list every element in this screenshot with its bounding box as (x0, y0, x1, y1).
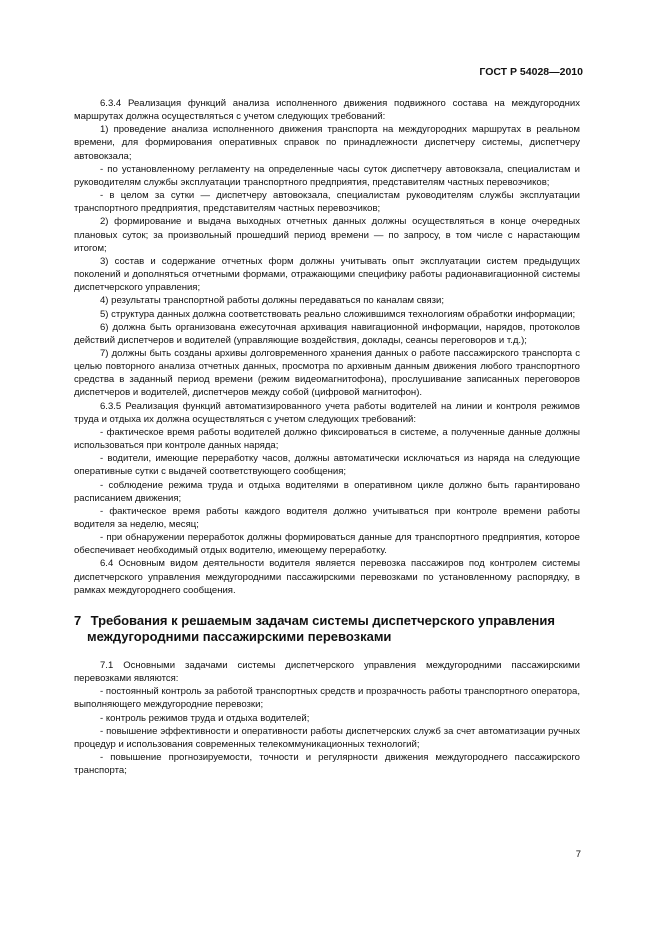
paragraph: - повышение прогнозируемости, точности и регулярности движения междугороднего пассажирского транспорта; (74, 752, 580, 777)
paragraph: 6) должна быть организована ежесуточная архивация навигационной информации, нарядов, протоколов действий диспетчеров и водителей (управляющие воздействия, доклады, сеансы переговоров и т.д.); (74, 321, 580, 346)
page-number: 7 (575, 849, 581, 860)
document-header: ГОСТ Р 54028—2010 (479, 66, 583, 78)
paragraph: - в целом за сутки — диспетчеру автовокзала, специалистам руководителям службы эксплуатации транспортного предприятия, представителям частных перевозчиков; (74, 190, 580, 215)
paragraph: - повышение эффективности и оперативности работы диспетчерских служб за счет автоматизации ручных процедур и использования современных телекоммуникационных технологий; (74, 725, 580, 750)
paragraph: 6.3.5 Реализация функций автоматизированного учета работы водителей на линии и контроля режимов труда и отдыха их должна осуществляться с учетом следующих требований: (74, 400, 580, 425)
section-title-line2: междугородними пассажирскими перевозками (87, 628, 392, 644)
document-body (74, 97, 580, 777)
section-heading (74, 613, 580, 645)
paragraph: - водители, имеющие переработку часов, должны автоматически исключаться из наряда на следующие оперативные сутки с выдачей соответствующего сообщения; (74, 453, 580, 478)
paragraph: - контроль режимов труда и отдыха водителей; (100, 712, 310, 724)
paragraph: 4) результаты транспортной работы должны передаваться по каналам связи; (100, 295, 445, 307)
paragraph: 1) проведение анализа исполненного движения транспорта на междугородних маршрутах в реальном времени, для формирования оперативных справок по принадлежности диспетчеру системы, диспетчеру автовокзала; (74, 124, 580, 162)
paragraph: 2) формирование и выдача выходных отчетных данных должны осуществляться в конце очередных плановых суток; за произвольный прошедший период времени — по запросу, в том числе с нарастающим итогом; (74, 216, 580, 254)
section-7-text (74, 659, 580, 777)
paragraph: 3) состав и содержание отчетных форм должны учитывать опыт эксплуатации систем предыдущих поколений и дополняться отчетными формами, отражающими специфику работы радионавигационной системы диспетчерского управления; (74, 255, 580, 294)
paragraph: - фактическое время работы водителей должно фиксироваться в системе, а полученные данные должны использоваться при контроле данных наряда; (74, 426, 580, 452)
paragraph: 7.1 Основными задачами системы диспетчерского управления междугородними пассажирскими перевозками являются: (74, 659, 580, 685)
section-6-text (74, 97, 580, 597)
paragraph: 6.3.4 Реализация функций анализа исполненного движения подвижного состава на междугородних маршрутах должна осуществляться с учетом следующих требований: (74, 98, 580, 123)
paragraph: - постоянный контроль за работой транспортных средств и прозрачность работы транспортного оператора, выполняющего междугородние перевозки; (74, 686, 580, 711)
paragraph: 7) должны быть созданы архивы долговременного хранения данных о работе пассажирского транспорта с целью повторного анализа отчетных данных, просмотра по архивным данным движения любого транспортного средства в заданный период времени (режим видеомагнитофона), прослушивание записанных переговоров диспетчеров и водителей, диспетчеров между собой (цифровой магнитофон). (74, 347, 580, 399)
paragraph: - по установленному регламенту на определенные часы суток диспетчеру автовокзала, специалистам и руководителям службы эксплуатации транспортного предприятия, представителям частных перевозчиков; (74, 163, 580, 188)
paragraph: - соблюдение режима труда и отдыха водителями в оперативном цикле должно быть гарантировано расписанием движения; (74, 479, 580, 504)
paragraph: - фактическое время работы каждого водителя должно учитываться при контроле времени работы водителя за неделю, месяц; (74, 505, 580, 530)
paragraph: - при обнаружении переработок должны формироваться данные для транспортного предприятия, которое обеспечивает необходимый отдых водителю, имеющему переработку. (74, 532, 580, 557)
section-title-line1: Требования к решаемым задачам системы диспетчерского управления (90, 612, 555, 628)
paragraph: 5) структура данных должна соответствовать реально сложившимся технологиям обработки информации; (100, 308, 576, 320)
paragraph: 6.4 Основным видом деятельности водителя является перевозка пассажиров под контролем системы диспетчерского управления междугородними пассажирскими перевозками по установленному распорядку, в рамках междугороднего сообщения. (74, 558, 580, 596)
section-number: 7 (74, 612, 82, 628)
